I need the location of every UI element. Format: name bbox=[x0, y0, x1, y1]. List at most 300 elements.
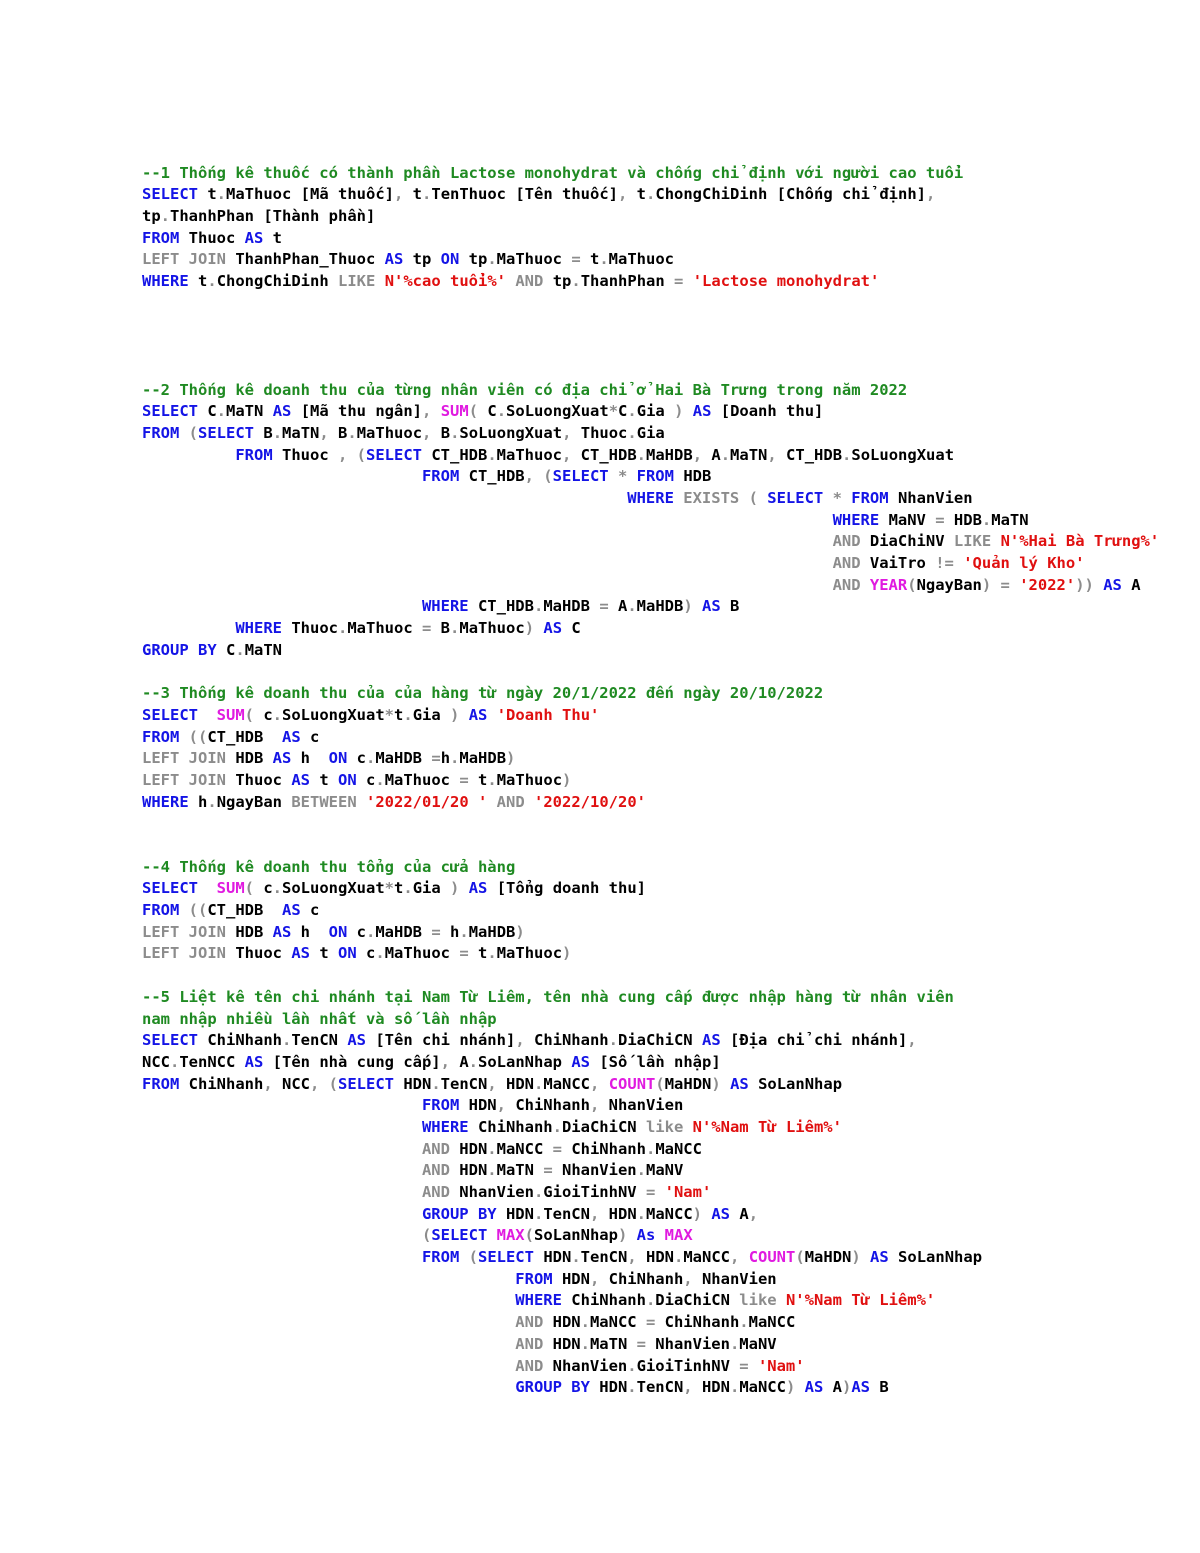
sql-keyword-token: AS bbox=[711, 1204, 740, 1223]
sql-text-token: HDN bbox=[459, 1161, 488, 1180]
sql-keyword-token: SELECT bbox=[198, 423, 264, 442]
code-line bbox=[142, 163, 1162, 185]
sql-operator-token: , bbox=[394, 185, 413, 204]
sql-operator-token: . bbox=[375, 944, 385, 963]
sql-text-token: B bbox=[338, 423, 348, 442]
sql-text-token: Thuoc bbox=[282, 445, 338, 464]
sql-keyword-token: FROM bbox=[142, 727, 189, 746]
sql-text-token bbox=[142, 597, 422, 615]
sql-operator-token: . bbox=[487, 250, 497, 269]
sql-operator-token: , bbox=[422, 423, 441, 442]
sql-operator-token: . bbox=[216, 185, 227, 204]
sql-operator-token: ( bbox=[468, 402, 488, 421]
sql-operator-token: AND bbox=[515, 1356, 553, 1375]
sql-text-token bbox=[142, 467, 422, 485]
sql-operator-token: AND bbox=[421, 1139, 460, 1158]
sql-text-token: tp bbox=[412, 250, 441, 269]
sql-operator-token: . bbox=[720, 445, 731, 464]
sql-operator-token: , bbox=[263, 1074, 282, 1093]
sql-operator-token: , bbox=[683, 1269, 702, 1288]
sql-text-token: MaNCC bbox=[543, 1074, 591, 1093]
sql-keyword-token: ON bbox=[338, 770, 366, 789]
sql-operator-token: ) bbox=[851, 1248, 871, 1267]
sql-text-token: HDN bbox=[506, 1074, 535, 1093]
sql-string-token: 'Doanh Thu' bbox=[496, 705, 600, 724]
sql-operator-token: . bbox=[571, 1248, 581, 1267]
sql-operator-token: . bbox=[627, 1378, 637, 1397]
sql-text-token: MaHDB bbox=[459, 749, 507, 768]
sql-operator-token: BETWEEN bbox=[291, 792, 366, 811]
blank-line bbox=[142, 813, 1162, 835]
sql-text-token: MaNCC bbox=[739, 1378, 786, 1397]
sql-text-token: A bbox=[711, 445, 721, 464]
sql-text-token: DiaChiCN bbox=[561, 1117, 646, 1136]
sql-keyword-token: WHERE bbox=[421, 1117, 478, 1136]
code-line bbox=[142, 1117, 1162, 1139]
sql-operator-token: LIKE bbox=[953, 532, 1001, 551]
sql-string-token: N'%cao tuổi%' bbox=[384, 272, 507, 291]
sql-text-token: SoLanNhap bbox=[898, 1248, 983, 1267]
sql-comment-token: --5 Liệt kê tên chi nhánh tại Nam Từ Liêm, tên nhà cung cấp được nhập hàng từ nhân viên bbox=[142, 987, 954, 1006]
sql-text-token: Thuoc bbox=[580, 423, 628, 442]
sql-function-token: COUNT bbox=[608, 1074, 656, 1093]
sql-text-token: [Số lần nhập] bbox=[599, 1052, 721, 1071]
sql-keyword-token: ON bbox=[440, 250, 469, 269]
code-line bbox=[142, 1052, 1162, 1074]
sql-text-token: TenCN bbox=[291, 1031, 348, 1050]
sql-text-token: MaHDB bbox=[468, 922, 516, 941]
sql-string-token: N'%Nam Từ Liêm%' bbox=[692, 1117, 842, 1136]
sql-text-token: TenCN bbox=[543, 1204, 590, 1223]
sql-operator-token: LEFT JOIN bbox=[142, 250, 236, 269]
sql-operator-token: = bbox=[431, 922, 451, 941]
sql-keyword-token: AS bbox=[851, 1378, 880, 1397]
sql-text-token: SoLuongXuat bbox=[282, 879, 385, 898]
sql-text-token: HDN bbox=[552, 1334, 581, 1353]
sql-text-token: Thuoc bbox=[291, 619, 338, 638]
sql-keyword-token: AS bbox=[1093, 575, 1132, 594]
blank-line bbox=[142, 141, 1162, 163]
sql-string-token: N'%Nam Từ Liêm%' bbox=[785, 1291, 936, 1310]
sql-operator-token: . bbox=[366, 922, 376, 941]
sql-text-token: MaThuoc bbox=[356, 423, 423, 442]
sql-keyword-token: GROUP BY bbox=[515, 1378, 600, 1397]
sql-keyword-token: AS bbox=[244, 228, 273, 247]
sql-text-token: DiaChiCN bbox=[617, 1031, 702, 1050]
sql-text-token: A bbox=[832, 1378, 842, 1397]
sql-operator-token: . bbox=[533, 597, 544, 616]
sql-string-token: '2022' bbox=[1019, 575, 1076, 594]
sql-operator-token: * bbox=[384, 705, 395, 724]
sql-operator-token: AND bbox=[832, 554, 870, 573]
sql-operator-token: ( bbox=[655, 1074, 665, 1093]
code-line bbox=[142, 900, 1162, 922]
sql-text-token: ChiNhanh bbox=[608, 1269, 684, 1288]
sql-operator-token: . bbox=[160, 207, 171, 226]
sql-operator-token: ) bbox=[515, 922, 525, 941]
code-line bbox=[142, 531, 1162, 553]
sql-text-token: ChiNhanh bbox=[207, 1031, 282, 1050]
sql-operator-token: , ( bbox=[310, 1074, 338, 1093]
sql-text-token: t bbox=[589, 250, 600, 269]
sql-text-token: MaNCC bbox=[646, 1204, 693, 1223]
sql-text-token: A bbox=[1131, 575, 1141, 594]
sql-text-token: TenCN bbox=[440, 1074, 488, 1093]
blank-line bbox=[142, 965, 1162, 987]
sql-text-token: Thuoc bbox=[188, 228, 245, 247]
sql-keyword-token: SELECT bbox=[142, 879, 217, 898]
sql-keyword-token: AS bbox=[692, 402, 721, 421]
sql-string-token: 'Nam' bbox=[664, 1183, 712, 1201]
sql-operator-token: AND bbox=[515, 1334, 553, 1353]
sql-text-token: MaHDN bbox=[804, 1248, 852, 1267]
sql-operator-token: * bbox=[608, 402, 619, 421]
sql-text-token: [Tên nhà cung cấp] bbox=[272, 1052, 441, 1071]
sql-operator-token: . bbox=[170, 1052, 180, 1071]
sql-text-token bbox=[142, 511, 833, 529]
sql-operator-token: . bbox=[403, 705, 413, 724]
sql-keyword-token: WHERE bbox=[142, 272, 198, 291]
sql-operator-token: . bbox=[533, 1183, 544, 1201]
sql-text-token: TenThuoc [Tên thuốc] bbox=[431, 185, 618, 204]
sql-text-token: t bbox=[478, 770, 488, 789]
sql-text-token: MaHDB bbox=[375, 922, 432, 941]
sql-text-token: MaTN bbox=[589, 1334, 637, 1353]
code-line bbox=[142, 510, 1162, 532]
sql-text-token bbox=[142, 1118, 422, 1136]
sql-text-token: C bbox=[207, 402, 217, 421]
sql-text-token: c bbox=[310, 901, 320, 920]
sql-text-token: SoLanNhap bbox=[478, 1052, 572, 1071]
sql-text-token: MaThuoc bbox=[496, 250, 572, 269]
blank-line bbox=[142, 358, 1162, 380]
sql-text-token: h bbox=[300, 922, 329, 941]
sql-operator-token: = bbox=[543, 1161, 562, 1180]
sql-keyword-token: SELECT bbox=[767, 489, 833, 507]
sql-text-token: t bbox=[198, 272, 208, 291]
sql-operator-token: ) bbox=[450, 705, 469, 724]
sql-operator-token: . bbox=[403, 879, 413, 898]
sql-text-token: Gia bbox=[412, 879, 451, 898]
sql-text-token: MaTN bbox=[244, 640, 283, 659]
code-line bbox=[142, 184, 1162, 206]
sql-text-token: c bbox=[366, 770, 376, 789]
sql-text-token: HDB bbox=[235, 749, 273, 768]
sql-operator-token: = bbox=[552, 1139, 572, 1158]
sql-text-token: MaHDB bbox=[636, 597, 684, 616]
sql-operator-token: . bbox=[347, 423, 357, 442]
sql-operator-token: , bbox=[730, 1248, 749, 1267]
sql-keyword-token: AS bbox=[701, 1031, 730, 1050]
sql-operator-token: like bbox=[739, 1291, 786, 1310]
sql-operator-token: . bbox=[636, 1204, 646, 1223]
sql-operator-token: , bbox=[487, 1074, 507, 1093]
sql-operator-token: . bbox=[842, 445, 852, 464]
sql-text-token bbox=[142, 619, 235, 637]
sql-operator-token: ( bbox=[421, 1226, 432, 1245]
sql-operator-token: * bbox=[617, 467, 637, 486]
sql-operator-token: , bbox=[422, 402, 441, 421]
sql-operator-token: ) bbox=[683, 597, 703, 616]
sql-operator-token: . bbox=[739, 1313, 749, 1332]
sql-text-token: ChiNhanh bbox=[571, 1291, 646, 1310]
sql-text-token bbox=[142, 554, 833, 572]
code-line bbox=[142, 1030, 1162, 1052]
sql-keyword-token: FROM bbox=[142, 901, 189, 920]
sql-text-token: Thuoc bbox=[235, 944, 292, 963]
sql-text-token: MaThuoc bbox=[496, 944, 563, 963]
sql-text-token bbox=[142, 1335, 515, 1353]
sql-operator-token: = bbox=[571, 250, 590, 269]
sql-operator-token: . bbox=[533, 1204, 544, 1223]
sql-text-token: ThanhPhan bbox=[580, 272, 675, 291]
sql-text-token: MaThuoc bbox=[384, 944, 460, 963]
sql-text-token: NgayBan bbox=[216, 792, 292, 811]
sql-keyword-token: AS bbox=[291, 770, 320, 789]
sql-keyword-token: WHERE bbox=[235, 619, 292, 638]
sql-text-token: c bbox=[263, 879, 273, 898]
sql-operator-token: ) bbox=[562, 944, 572, 963]
sql-string-token: '2022/01/20 ' bbox=[366, 792, 488, 811]
sql-text-token: HDN bbox=[468, 1096, 497, 1115]
sql-keyword-token: WHERE bbox=[421, 597, 478, 616]
sql-text-token: CT_HDB bbox=[431, 445, 488, 464]
sql-text-token: HDB bbox=[683, 467, 712, 486]
code-line bbox=[142, 445, 1162, 467]
code-line bbox=[142, 878, 1162, 900]
sql-operator-token: = bbox=[422, 619, 441, 638]
sql-text-token bbox=[142, 489, 627, 507]
sql-text-token: NhanVien bbox=[655, 1334, 730, 1353]
sql-keyword-token: FROM bbox=[851, 489, 898, 507]
code-line bbox=[142, 1160, 1162, 1182]
sql-operator-token: . bbox=[366, 749, 376, 768]
sql-operator-token: ) bbox=[562, 770, 572, 789]
sql-comment-token: --4 Thống kê doanh thu tổng của cửa hàng bbox=[142, 857, 516, 876]
sql-text-token: SoLuongXuat bbox=[282, 705, 385, 724]
sql-text-token: TenCN bbox=[636, 1378, 684, 1397]
sql-text-token: VaiTro bbox=[869, 554, 936, 573]
sql-operator-token: EXISTS ( bbox=[683, 489, 768, 507]
sql-operator-token: AND bbox=[421, 1183, 460, 1201]
sql-text-token: c bbox=[356, 922, 366, 941]
sql-operator-token: = bbox=[431, 749, 441, 768]
sql-operator-token: (( bbox=[188, 727, 208, 746]
sql-text-token: HDN bbox=[608, 1204, 637, 1223]
sql-text-token bbox=[142, 1140, 422, 1158]
sql-operator-token: . bbox=[375, 770, 385, 789]
sql-text-token: HDN bbox=[459, 1139, 488, 1158]
sql-operator-token: = bbox=[645, 1183, 665, 1201]
sql-text-token: Gia bbox=[636, 402, 675, 421]
sql-operator-token: like bbox=[645, 1117, 693, 1136]
sql-text-token: MaThuoc bbox=[384, 770, 460, 789]
sql-function-token: SUM bbox=[440, 402, 469, 421]
sql-operator-token: (( bbox=[188, 901, 208, 920]
sql-operator-token: . bbox=[431, 1074, 441, 1093]
code-line bbox=[142, 1182, 1162, 1204]
sql-operator-token: * bbox=[384, 879, 395, 898]
sql-text-token: MaThuoc bbox=[496, 770, 563, 789]
sql-text-token: SoLanNhap bbox=[758, 1074, 843, 1093]
sql-operator-token: , bbox=[496, 1096, 516, 1115]
sql-text-token: MaTN bbox=[496, 1161, 544, 1180]
code-line bbox=[142, 575, 1162, 597]
sql-text-token: SoLuongXuat bbox=[851, 445, 955, 464]
code-line bbox=[142, 943, 1162, 965]
sql-text-token: NhanVien bbox=[608, 1096, 684, 1115]
sql-text-token: NhanVien bbox=[552, 1356, 628, 1375]
sql-text-token: ThanhPhan [Thành phần] bbox=[170, 207, 376, 226]
sql-operator-token: . bbox=[207, 792, 217, 811]
code-line bbox=[142, 1290, 1162, 1312]
sql-text-token: B bbox=[263, 423, 273, 442]
sql-text-token: c bbox=[366, 944, 376, 963]
sql-text-token: B bbox=[879, 1378, 889, 1397]
sql-text-token: HDB bbox=[953, 510, 982, 529]
sql-keyword-token: WHERE bbox=[142, 792, 198, 811]
sql-text-token: NgayBan bbox=[916, 575, 982, 594]
sql-operator-token: , bbox=[319, 423, 339, 442]
code-line bbox=[142, 1312, 1162, 1334]
sql-text-token: h bbox=[440, 749, 451, 768]
sql-operator-token: . bbox=[627, 423, 637, 442]
sql-operator-token: * bbox=[832, 489, 852, 507]
code-line bbox=[142, 727, 1162, 749]
sql-keyword-token: AS bbox=[702, 597, 731, 616]
sql-operator-token: . bbox=[646, 185, 656, 204]
sql-text-token: SoLuongXuat bbox=[506, 402, 609, 421]
sql-operator-token: ) bbox=[617, 1226, 637, 1245]
sql-text-token: ChiNhanh bbox=[188, 1074, 264, 1093]
sql-operator-token: . bbox=[450, 423, 460, 442]
sql-text-token: NCC bbox=[282, 1074, 310, 1093]
sql-text-token: MaNV bbox=[645, 1161, 684, 1180]
sql-keyword-token: AS bbox=[804, 1378, 833, 1397]
sql-text-token: ChongChiDinh bbox=[216, 272, 339, 291]
sql-text-token: MaNCC bbox=[589, 1313, 646, 1332]
sql-operator-token: . bbox=[272, 705, 283, 724]
sql-text-token: MaThuoc bbox=[347, 619, 422, 638]
sql-text-token: HDN bbox=[701, 1378, 730, 1397]
code-line bbox=[142, 596, 1162, 618]
sql-keyword-token: FROM bbox=[515, 1269, 562, 1288]
sql-operator-token: ( bbox=[795, 1248, 805, 1267]
code-line bbox=[142, 1009, 1162, 1031]
sql-comment-token: nam nhập nhiều lần nhất và số lần nhập bbox=[142, 1009, 497, 1028]
sql-text-token: DiaChiCN bbox=[655, 1291, 740, 1310]
sql-keyword-token: AS bbox=[870, 1248, 899, 1267]
sql-text-token: [Địa chỉ chi nhánh] bbox=[729, 1031, 908, 1050]
sql-operator-token: LEFT JOIN bbox=[142, 749, 236, 768]
sql-text-token: [Tổng doanh thu] bbox=[496, 879, 647, 898]
sql-operator-token: = bbox=[935, 510, 954, 529]
blank-line bbox=[142, 336, 1162, 358]
sql-text-token: A bbox=[617, 597, 628, 616]
sql-text-token: A bbox=[459, 1052, 469, 1071]
sql-operator-token: . bbox=[729, 1334, 740, 1353]
blank-line bbox=[142, 315, 1162, 337]
sql-keyword-token: FROM bbox=[142, 228, 189, 247]
sql-operator-token: . bbox=[580, 1334, 590, 1353]
sql-text-token: MaThuoc bbox=[608, 250, 674, 269]
code-line bbox=[142, 1377, 1162, 1399]
sql-operator-token: . bbox=[981, 510, 992, 529]
sql-text-token: C bbox=[571, 619, 581, 638]
sql-operator-token: LIKE bbox=[338, 272, 385, 291]
code-line bbox=[142, 792, 1162, 814]
code-line bbox=[142, 423, 1162, 445]
sql-text-token: B bbox=[440, 619, 451, 638]
blank-line bbox=[142, 662, 1162, 684]
sql-keyword-token: AS bbox=[244, 1052, 273, 1071]
sql-text-token: ChiNhanh bbox=[477, 1117, 553, 1136]
code-line bbox=[142, 705, 1162, 727]
sql-operator-token: LEFT JOIN bbox=[142, 944, 236, 963]
sql-keyword-token: AS bbox=[543, 619, 572, 638]
sql-keyword-token: SELECT bbox=[431, 1226, 497, 1245]
code-line bbox=[142, 488, 1162, 510]
sql-operator-token: , bbox=[440, 1052, 460, 1071]
sql-operator-token: ) = bbox=[981, 575, 1020, 594]
sql-text-token: tp bbox=[142, 207, 161, 226]
sql-keyword-token: SELECT bbox=[142, 1031, 208, 1050]
sql-text-token: NhanVien bbox=[459, 1183, 534, 1201]
sql-operator-token: LEFT JOIN bbox=[142, 922, 236, 941]
sql-keyword-token: AS bbox=[730, 1074, 759, 1093]
sql-keyword-token: AS bbox=[468, 879, 497, 898]
sql-text-token: A bbox=[739, 1204, 749, 1223]
sql-operator-token: = bbox=[459, 770, 479, 789]
code-line bbox=[142, 1139, 1162, 1161]
sql-text-token: C bbox=[487, 402, 497, 421]
sql-text-token: B bbox=[440, 423, 451, 442]
sql-operator-token: AND bbox=[515, 1313, 553, 1332]
code-line bbox=[142, 206, 1162, 228]
sql-operator-token: . bbox=[216, 402, 227, 421]
sql-keyword-token: AS bbox=[384, 250, 413, 269]
code-line bbox=[142, 857, 1162, 879]
sql-operator-token: , bbox=[589, 1204, 609, 1223]
sql-operator-token: . bbox=[627, 1356, 637, 1375]
sql-text-token: HDB bbox=[235, 922, 273, 941]
sql-operator-token: . bbox=[487, 770, 497, 789]
sql-text-token: NhanVien bbox=[701, 1269, 777, 1288]
sql-text-token: HDN bbox=[543, 1248, 572, 1267]
code-line bbox=[142, 748, 1162, 770]
sql-operator-token: ( bbox=[188, 423, 199, 442]
sql-text-token: ChiNhanh bbox=[533, 1031, 609, 1050]
sql-text-token: MaThuoc bbox=[459, 619, 525, 638]
sql-text-token: MaNCC bbox=[655, 1139, 702, 1158]
sql-keyword-token: FROM bbox=[142, 1074, 189, 1093]
sql-function-token: YEAR bbox=[869, 575, 908, 594]
sql-text-token: MaHDB bbox=[543, 597, 600, 616]
sql-text-token: t bbox=[412, 185, 423, 204]
sql-operator-token: ) bbox=[842, 1378, 852, 1397]
code-line bbox=[142, 553, 1162, 575]
sql-operator-token: . bbox=[580, 1313, 590, 1332]
code-line bbox=[142, 922, 1162, 944]
sql-comment-token: --1 Thống kê thuốc có thành phần Lactose monohydrat và chống chỉ định với người cao tuổi bbox=[142, 163, 964, 182]
sql-text-token: t bbox=[319, 944, 338, 963]
sql-text-token: tp bbox=[468, 250, 488, 269]
sql-text-token bbox=[142, 1096, 422, 1114]
sql-text-token bbox=[142, 1161, 422, 1179]
blank-line bbox=[142, 835, 1162, 857]
sql-operator-token: AND bbox=[506, 272, 553, 291]
sql-text-token: h bbox=[300, 749, 329, 768]
